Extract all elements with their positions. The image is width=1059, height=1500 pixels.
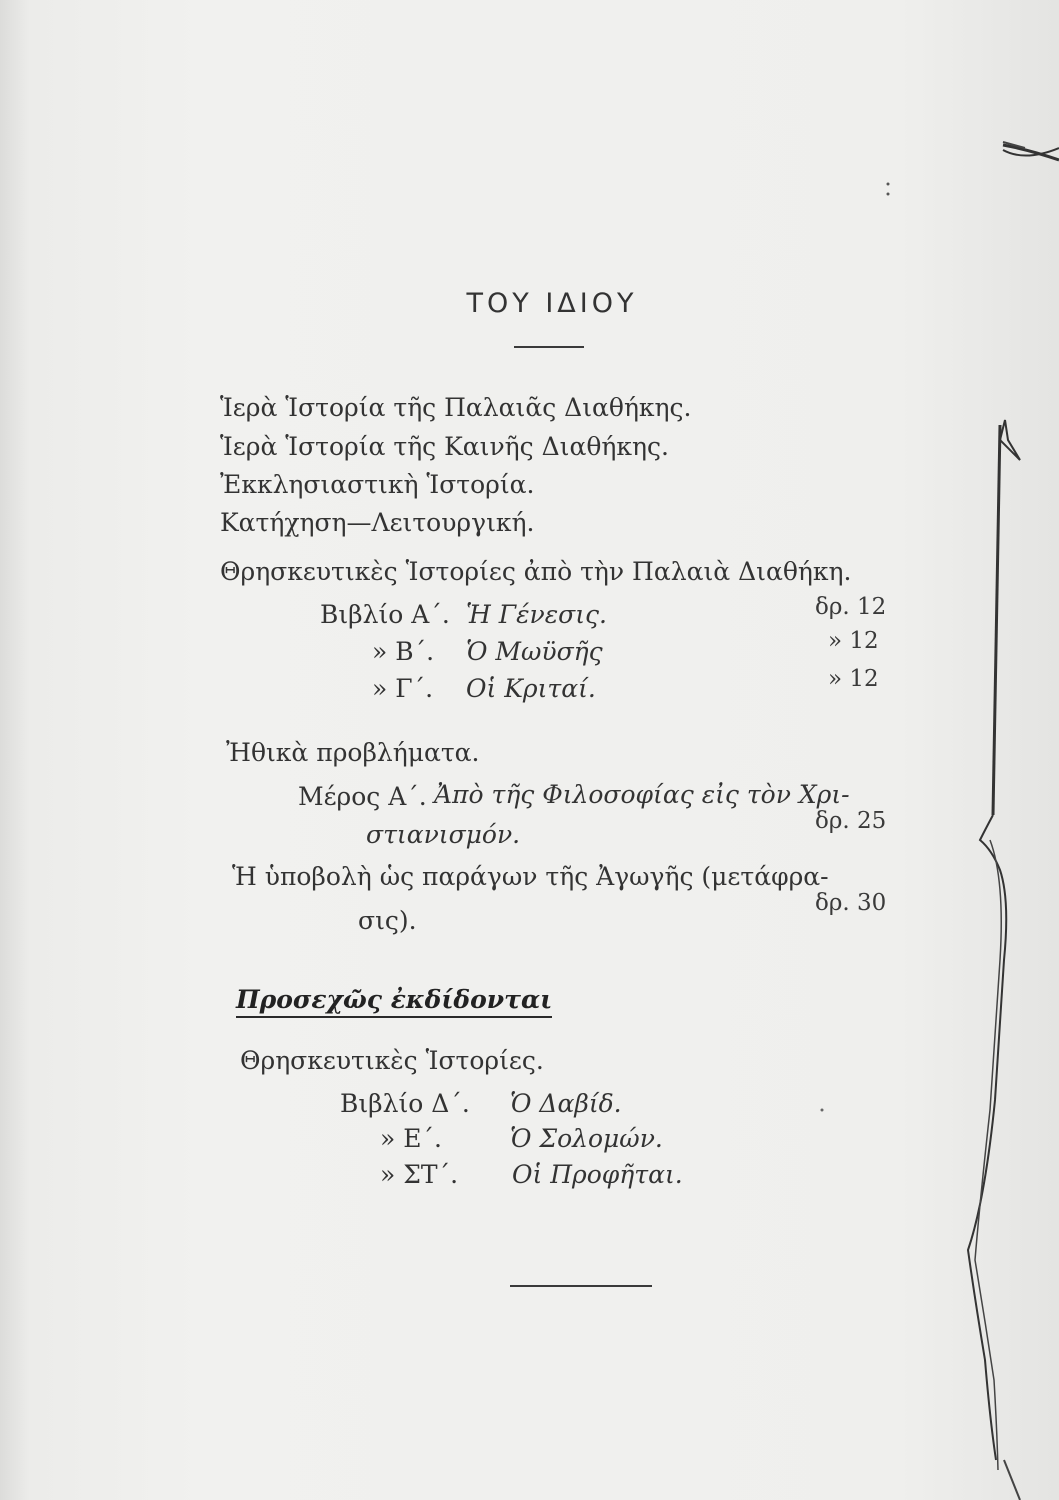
- work-item: Ἱερὰ Ἱστορία τῆς Καινῆς Διαθήκης.: [220, 432, 669, 461]
- ethics-part-title-cont: στιανισμόν.: [366, 820, 521, 849]
- translation-title: Ἡ ὑποβολὴ ὡς παράγων τῆς Ἀγωγῆς (μετάφρα-: [232, 862, 829, 891]
- book-title: Ἡ Γένεσις.: [466, 600, 607, 629]
- book-price: » 12: [828, 666, 879, 692]
- book-price: » 12: [828, 628, 879, 654]
- forthcoming-title: Θρησκευτικὲς Ἱστορίες.: [240, 1046, 544, 1075]
- ethics-part-title: Ἀπὸ τῆς Φιλοσοφίας εἰς τὸν Χρι-: [434, 780, 850, 809]
- forthcoming-book-title: Ὁ Σολομών.: [510, 1124, 663, 1153]
- forthcoming-book-prefix: » Ε΄.: [380, 1124, 442, 1153]
- heading-rule: [514, 346, 584, 348]
- forthcoming-heading: Προσεχῶς ἐκδίδονται: [236, 985, 552, 1018]
- forthcoming-book-prefix: Βιβλίο Δ΄.: [340, 1089, 470, 1118]
- book-prefix: Βιβλίο Α΄.: [320, 600, 450, 629]
- book-prefix: » Γ΄.: [372, 674, 434, 703]
- forthcoming-book-title: Οἱ Προφῆται.: [512, 1160, 683, 1189]
- work-item: Ἐκκλησιαστικὴ Ἱστορία.: [220, 470, 535, 499]
- ethics-price: δρ. 25: [815, 808, 887, 834]
- book-title: Οἱ Κριταί.: [466, 674, 596, 703]
- page-heading: ΤΟΥ ΙΔΙΟΥ: [466, 288, 638, 319]
- ethics-part-label: Μέρος Α΄.: [298, 782, 427, 811]
- closing-rule: [510, 1285, 652, 1287]
- book-prefix: » Β΄.: [372, 637, 435, 666]
- work-item: Θρησκευτικὲς Ἱστορίες ἀπὸ τὴν Παλαιὰ Διαθήκη.: [220, 557, 852, 586]
- translation-title-cont: σις).: [358, 906, 417, 935]
- work-item: Κατήχηση—Λειτουργική.: [220, 508, 535, 537]
- book-price: δρ. 12: [815, 594, 887, 620]
- translation-price: δρ. 30: [815, 890, 887, 916]
- forthcoming-book-prefix: » ΣΤ΄.: [380, 1160, 459, 1189]
- forthcoming-book-title: Ὁ Δαβίδ.: [510, 1089, 622, 1118]
- book-title: Ὁ Μωϋσῆς: [466, 637, 603, 666]
- work-item: Ἱερὰ Ἱστορία τῆς Παλαιᾶς Διαθήκης.: [220, 393, 692, 422]
- ethics-title: Ἠθικὰ προβλήματα.: [226, 738, 480, 767]
